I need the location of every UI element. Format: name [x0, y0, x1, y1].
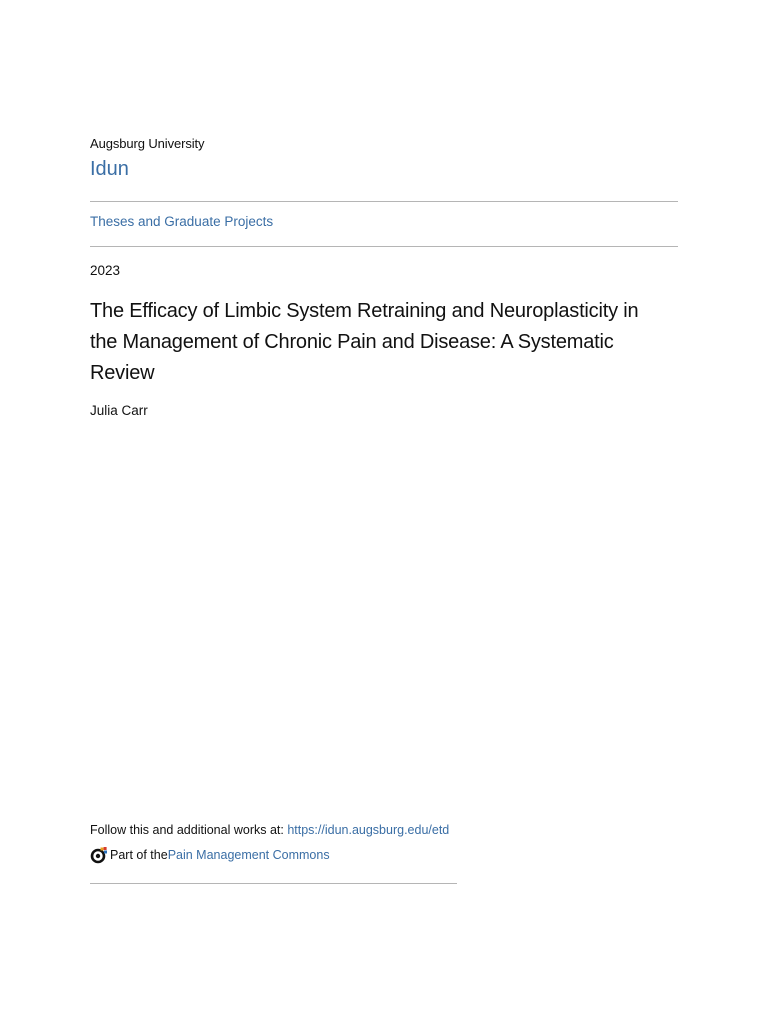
network-commons-icon [90, 846, 108, 864]
document-title: The Efficacy of Limbic System Retraining and Neuroplasticity in the Management of Chronic Pain and Disease: A Systematic Review [90, 300, 639, 384]
institution-name: Augsburg University [90, 136, 205, 151]
part-of-line [90, 846, 330, 864]
author-name: Julia Carr [90, 403, 148, 418]
cover-page [90, 0, 678, 1024]
collection-link[interactable]: Theses and Graduate Projects [90, 214, 274, 229]
repository-link[interactable]: Idun [90, 158, 129, 180]
divider-bottom [90, 246, 678, 247]
follow-line [90, 823, 449, 837]
publication-year: 2023 [90, 263, 121, 278]
repository-url-link[interactable]: https://idun.augsburg.edu/etd [287, 823, 450, 837]
part-of-text: Part of the [110, 848, 168, 862]
follow-text: Follow this and additional works at: [90, 823, 288, 837]
divider-footer [90, 883, 457, 884]
pain-management-commons-link[interactable]: Pain Management Commons [167, 848, 330, 862]
divider-top [90, 201, 678, 202]
